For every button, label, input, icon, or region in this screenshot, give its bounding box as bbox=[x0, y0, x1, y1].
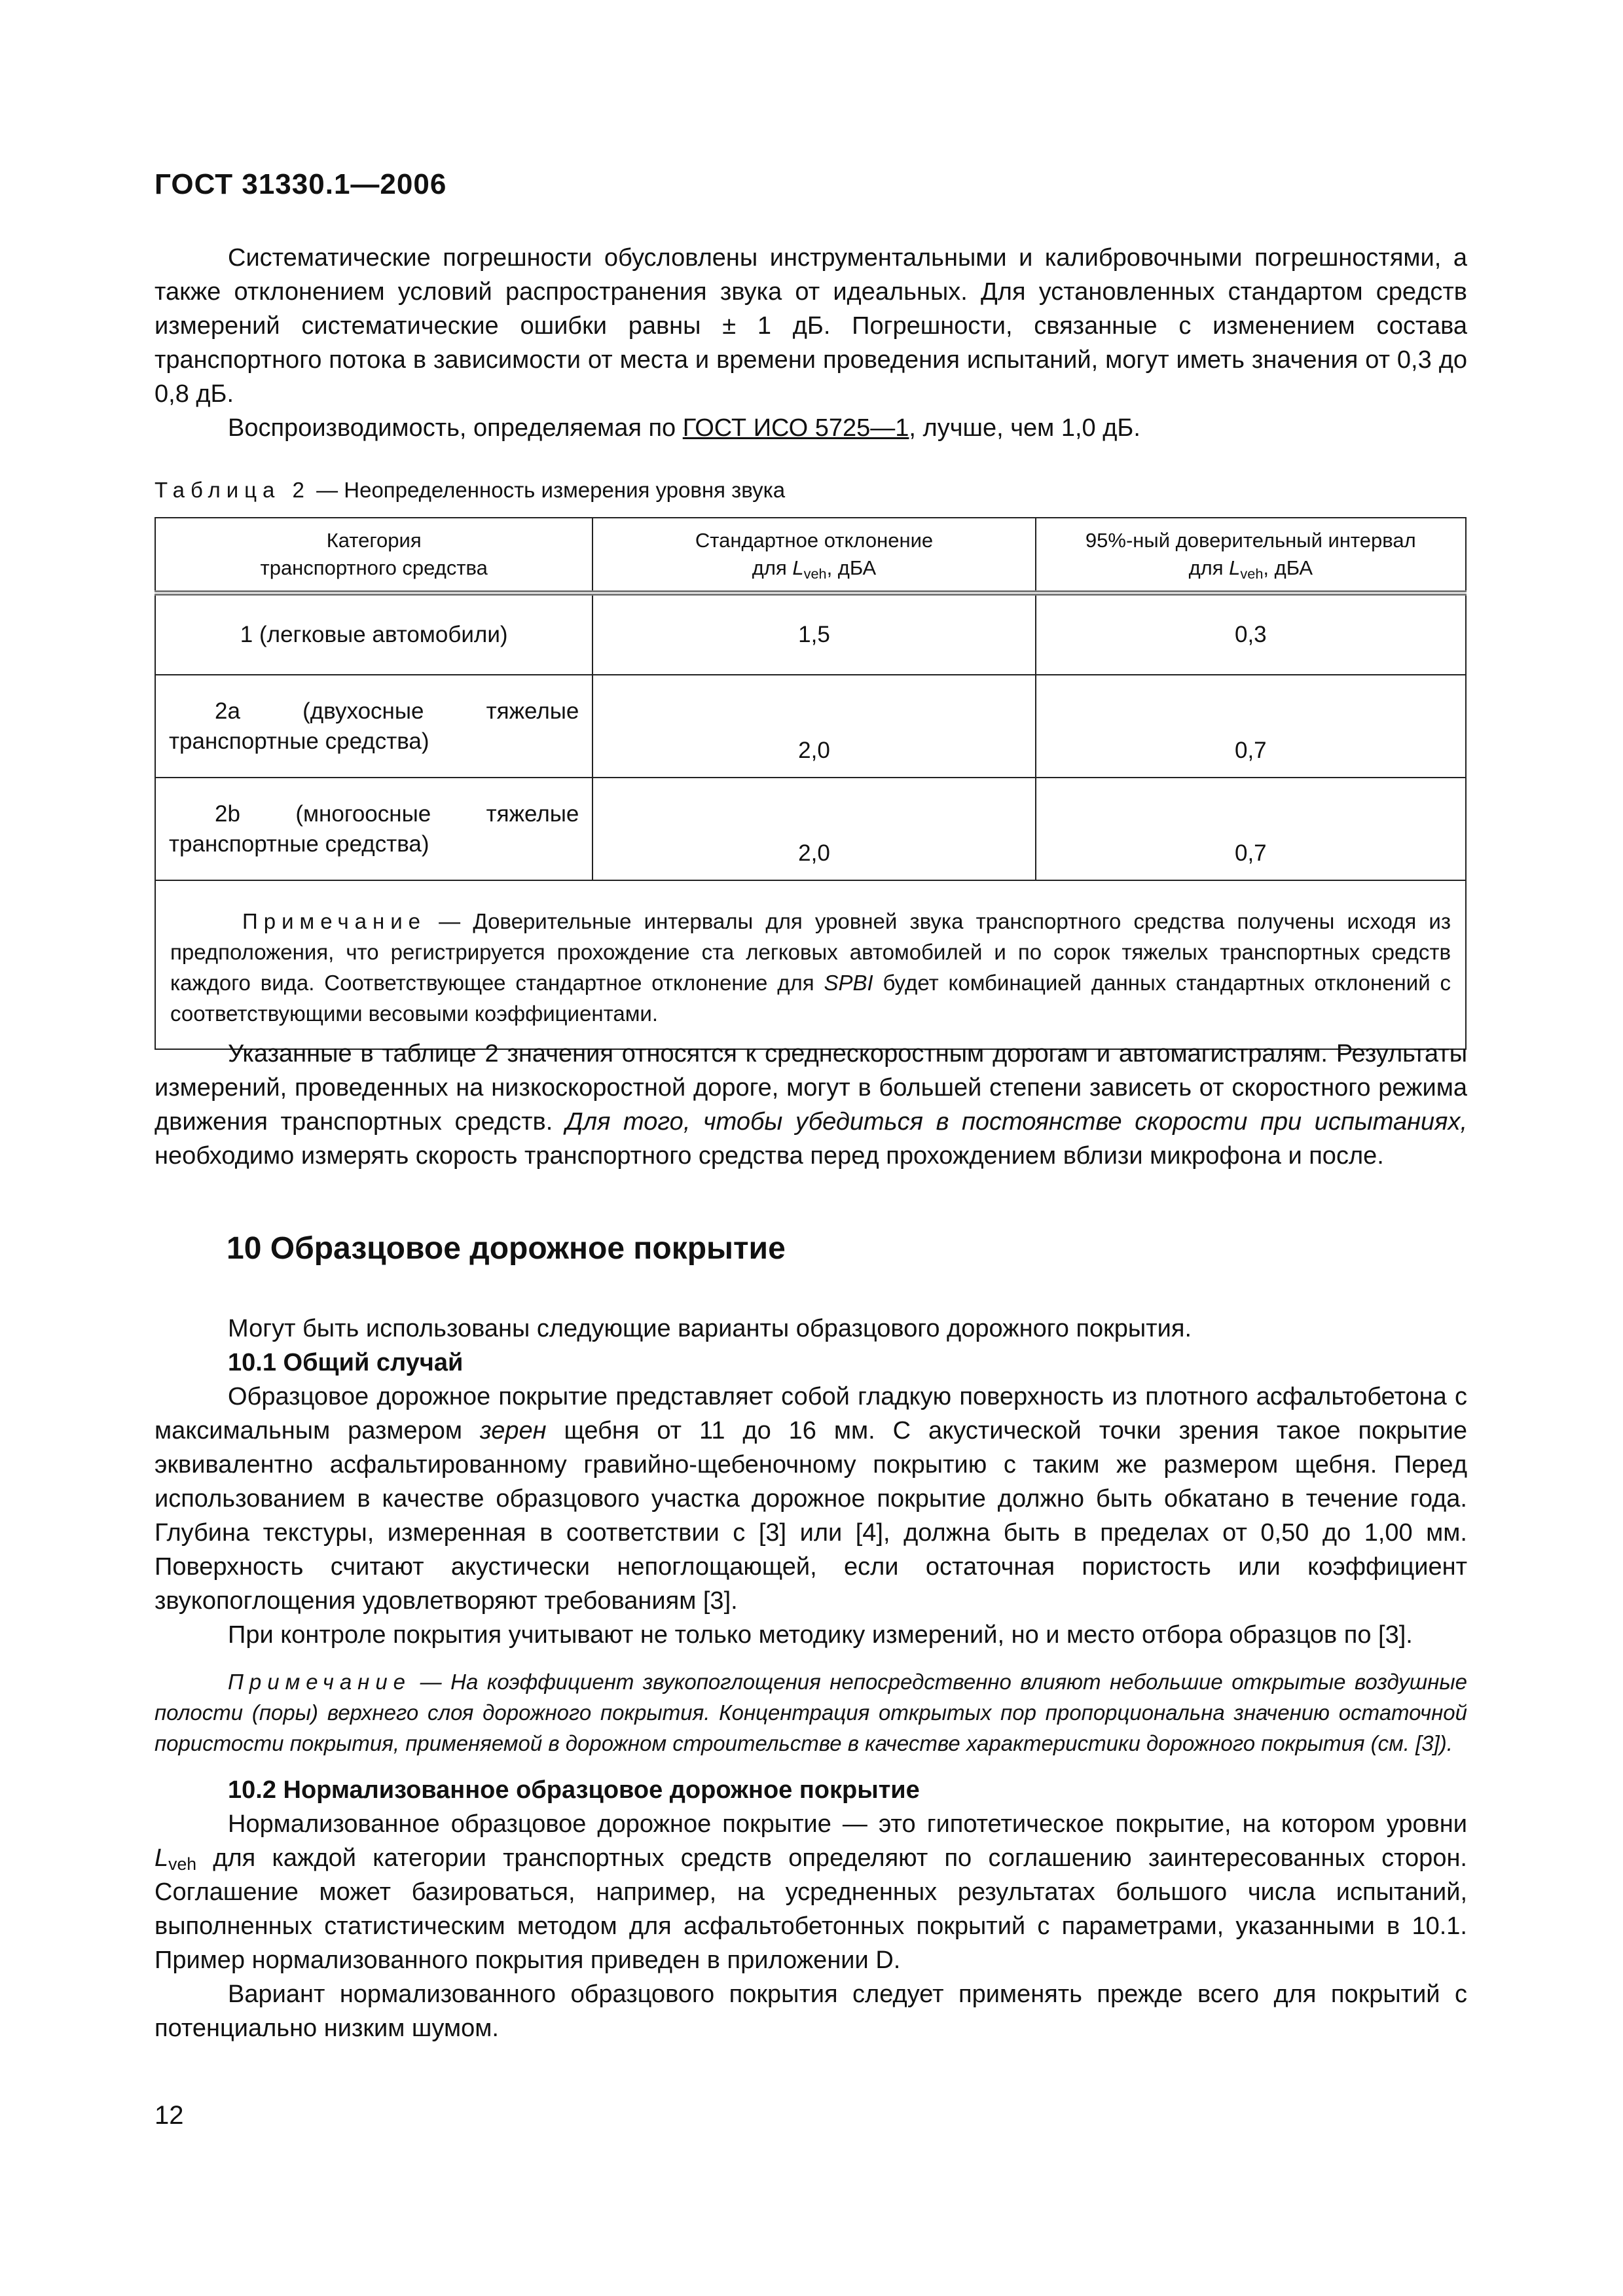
speed-paragraph bbox=[155, 1037, 1467, 1173]
row1-category: 1 (легковые автомобили) bbox=[155, 593, 593, 675]
table-caption bbox=[155, 478, 785, 503]
table-caption-label: Таблица 2 bbox=[155, 478, 310, 502]
reproducibility-paragraph bbox=[155, 411, 1467, 445]
sub2-text-b: для каждой категории транспортных средств определяют по соглашению заинтересованных сторон. Соглашение может базироваться, например, на усредненных результатах большого числа испытаний, выполненных статистическим методом для асфальтобетонных покрытий с параметрами, указанными в 10.1. Пример нормализованного покрытия приведен в приложении D. bbox=[155, 1844, 1467, 1974]
intro-section bbox=[155, 241, 1467, 445]
row1-ci: 0,3 bbox=[1036, 593, 1466, 675]
table-note-row bbox=[155, 880, 1466, 1049]
subsection-10-2-paragraph bbox=[155, 1807, 1467, 1977]
header-std-suffix: , дБА bbox=[826, 556, 877, 579]
sub2-sub: veh bbox=[168, 1854, 197, 1874]
sub1-text-a: Образцовое дорожное покрытие представляет собой гладкую поверхность из плотного асфальтобетона с максимальным размером bbox=[155, 1383, 1467, 1444]
row3-category: 2b (многоосные тяжелые транспортные средства) bbox=[155, 778, 593, 880]
row1-std: 1,5 bbox=[593, 593, 1035, 675]
table-note-text bbox=[170, 906, 1451, 1029]
header-ci-suffix: , дБА bbox=[1263, 556, 1313, 579]
subsection-10-1-title: 10.1 Общий случай bbox=[228, 1349, 464, 1376]
section-10-title: 10 Образцовое дорожное покрытие bbox=[227, 1231, 786, 1266]
table-caption-text: — Неопределенность измерения уровня звука bbox=[310, 478, 786, 502]
section-10-body bbox=[155, 1312, 1467, 2045]
subsection-10-2-title: 10.2 Нормализованное образцовое дорожное покрытие bbox=[228, 1776, 920, 1804]
header-ci-line1: 95%-ный доверительный интервал bbox=[1085, 529, 1416, 552]
table-header-row bbox=[155, 518, 1466, 593]
row2-ci: 0,7 bbox=[1036, 675, 1466, 778]
table-note-label: Примечание bbox=[242, 909, 427, 933]
reproducibility-text-end: , лучше, чем 1,0 дБ. bbox=[909, 414, 1140, 442]
speed-text-a: Указанные в таблице 2 значения относятся к среднескоростным дорогам и автомагистралям. Результаты измерений, проведенных на низкоскоростной дороге, могут в большей степени зависеть от скоростного режима движения транспортных средств. bbox=[155, 1040, 1467, 1136]
header-ci-sub: veh bbox=[1240, 565, 1264, 582]
header-std-deviation bbox=[593, 518, 1035, 593]
sub2-var: L bbox=[155, 1844, 169, 1872]
table-note-text-a: — Доверительные интервалы для уровней звука транспортного средства получены исходя из предположения, что регистрируется прохождение ста легковых автомобилей и по сорок тяжелых транспортных средств каждого вида. Соответствующее стандартное отклонение для bbox=[170, 909, 1451, 995]
table-row bbox=[155, 593, 1466, 675]
header-confidence-interval bbox=[1036, 518, 1466, 593]
speed-text-b: необходимо измерять скорость транспортного средства перед прохождением вблизи микрофона и после. bbox=[155, 1142, 1384, 1170]
reproducibility-text: Воспроизводимость, определяемая по bbox=[228, 414, 683, 442]
header-std-line1: Стандартное отклонение bbox=[695, 529, 934, 552]
row3-std: 2,0 bbox=[593, 778, 1035, 880]
header-ci-prefix: для bbox=[1188, 556, 1230, 579]
speed-text-italic: Для того, чтобы убедиться в постоянстве скорости при испытаниях, bbox=[565, 1108, 1468, 1136]
table-row bbox=[155, 675, 1466, 778]
table-row bbox=[155, 778, 1466, 880]
section-10-note-text: — На коэффициент звукопоглощения непосредственно влияют небольшие открытые воздушные полости (поры) верхнего слоя дорожного покрытия. Концентрация открытых пор пропорциональна значению остаточной пористости покрытия, применяемой в дорожном строительстве в качестве характеристики дорожного покрытия (см. [3]). bbox=[155, 1670, 1467, 1755]
header-std-prefix: для bbox=[752, 556, 793, 579]
header-category-line2: транспортного средства bbox=[260, 556, 488, 579]
systematic-errors-paragraph: Систематические погрешности обусловлены инструментальными и калибровочными погрешностями, а также отклонением условий распространения звука от идеальных. Для установленных стандартом средств измерений систематические ошибки равны ± 1 дБ. Погрешности, связанные с изменением состава транспортного потока в зависимости от места и времени проведения испытаний, могут иметь значения от 0,3 до 0,8 дБ. bbox=[155, 244, 1467, 408]
row3-ci: 0,7 bbox=[1036, 778, 1466, 880]
page-number: 12 bbox=[155, 2101, 184, 2130]
subsection-10-2-paragraph-2: Вариант нормализованного образцового покрытия следует применять прежде всего для покрытий с потенциально низким шумом. bbox=[155, 1981, 1467, 2042]
header-std-sub: veh bbox=[803, 565, 827, 582]
gost-iso-5725-link[interactable]: ГОСТ ИСО 5725—1 bbox=[682, 414, 909, 442]
header-category-line1: Категория bbox=[326, 529, 422, 552]
uncertainty-table bbox=[155, 517, 1467, 1050]
table-note bbox=[155, 880, 1466, 1049]
after-table-section bbox=[155, 1037, 1467, 1173]
section-10-intro: Могут быть использованы следующие варианты образцового дорожного покрытия. bbox=[228, 1315, 1192, 1342]
header-category bbox=[155, 518, 593, 593]
sub2-text-a: Нормализованное образцовое дорожное покрытие — это гипотетическое покрытие, на котором уровни bbox=[228, 1810, 1467, 1838]
table-note-text-b: будет комбинацией данных стандартных отклонений с соответствующими весовыми коэффициентами. bbox=[170, 971, 1451, 1026]
subsection-10-1-paragraph bbox=[155, 1380, 1467, 1618]
sub1-italic: зерен bbox=[480, 1417, 547, 1444]
table-note-italic: SPBI bbox=[824, 971, 873, 995]
document-code-header: ГОСТ 31330.1—2006 bbox=[155, 168, 447, 200]
sub1-text-b: щебня от 11 до 16 мм. С акустической точки зрения такое покрытие эквивалентно асфальтированному гравийно-щебеночному покрытию с таким же размером щебня. Перед использованием в качестве образцового участка дорожное покрытие должно быть обкатано в течение года. Глубина текстуры, измеренная в соответствии с [3] или [4], должна быть в пределах от 0,50 до 1,00 мм. Поверхность считают акустически непоглощающей, если остаточная пористость или коэффициент звукопоглощения удовлетворяют требованиям [3]. bbox=[155, 1417, 1467, 1615]
row2-std: 2,0 bbox=[593, 675, 1035, 778]
header-std-var: L bbox=[792, 556, 804, 579]
header-ci-var: L bbox=[1229, 556, 1241, 579]
section-10-note-label: Примечание bbox=[228, 1670, 412, 1694]
subsection-10-1-paragraph-2: При контроле покрытия учитывают не только методику измерений, но и место отбора образцов по [3]. bbox=[228, 1621, 1413, 1649]
section-10-note bbox=[155, 1666, 1467, 1759]
row2-category: 2a (двухосные тяжелые транспортные средства) bbox=[155, 675, 593, 778]
